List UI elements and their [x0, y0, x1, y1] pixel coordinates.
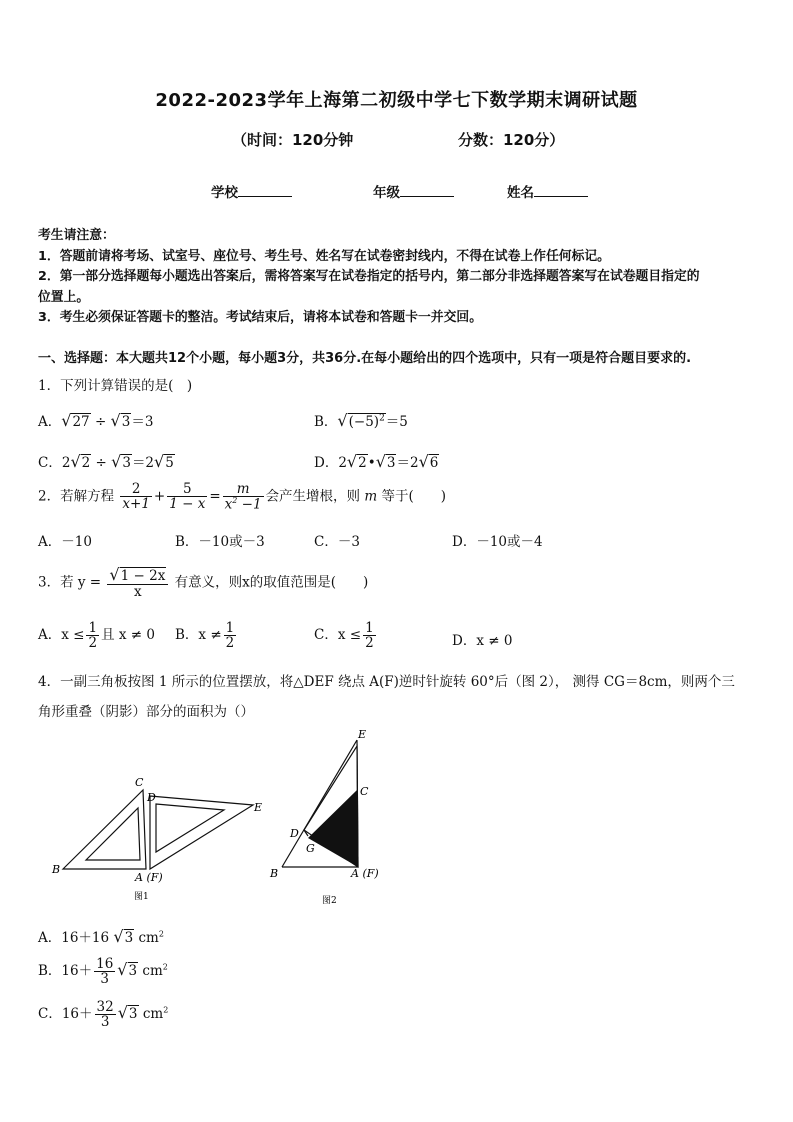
exponent: 2: [162, 962, 168, 972]
option-label: B．: [38, 963, 62, 980]
option-label: A．: [38, 930, 62, 946]
result: ＝5: [385, 414, 408, 430]
q1-option-a: A．√27 ÷ √3＝3: [38, 411, 154, 430]
name-blank: [534, 182, 588, 197]
radicand: 27: [72, 414, 90, 430]
numerator: 5: [167, 482, 207, 497]
fraction: [363, 621, 376, 650]
radicand: 1 − 2x: [120, 568, 166, 584]
school-label: 学校: [211, 185, 238, 201]
coefficient: 2: [61, 455, 71, 471]
result: ＝3: [131, 414, 154, 430]
option-label: D．: [314, 455, 339, 471]
fraction: [94, 957, 115, 986]
numerator: 2: [120, 482, 152, 497]
fig1-label-e: E: [254, 801, 263, 814]
page-title: 2022-2023学年上海第二初级中学七下数学期末调研试题: [155, 90, 638, 111]
option-label: C．: [38, 455, 62, 471]
fig1-label-a: A (F): [135, 871, 163, 884]
denominator: [223, 497, 264, 512]
exponent: 2: [158, 929, 164, 939]
option-label: B．: [175, 627, 199, 644]
fig2-label-a: A (F): [351, 867, 379, 880]
denominator-rest: −1: [237, 496, 262, 513]
operator: ÷: [95, 455, 107, 471]
operator: =: [209, 488, 221, 505]
option-label: A．: [38, 627, 62, 644]
unit: cm: [142, 963, 163, 980]
inequality: x ≠: [198, 627, 222, 644]
condition: 且 x ≠ 0: [101, 627, 155, 644]
fig1-label-b: B: [52, 863, 61, 876]
fig2-label-d: D: [290, 827, 299, 840]
denominator: 2: [88, 635, 98, 652]
q3-option-b: [175, 621, 238, 650]
option-label: C．: [314, 627, 338, 644]
exponent: 2: [232, 496, 238, 506]
option-label: B．: [314, 414, 338, 430]
q2-option-b: B．－10或－3: [175, 534, 265, 550]
expression: 16＋: [61, 963, 93, 980]
condition: x ≠ 0: [476, 633, 513, 649]
fraction: [107, 567, 168, 599]
figure-2: [264, 726, 394, 908]
q3-option-c: [314, 621, 378, 650]
notes-heading: 考生请注意：: [38, 228, 115, 243]
q2-option-d: D．－10或－4: [452, 534, 543, 550]
grade-field: [373, 181, 454, 201]
q3-option-a: [38, 621, 155, 650]
denominator: 3: [100, 1014, 110, 1031]
radicand: 3: [121, 414, 131, 430]
denominator: 2: [365, 635, 374, 652]
q2-option-a: A．－10: [38, 534, 92, 550]
q4-option-c: C．16＋ $\frac{32}{3}$ √3 $cm^2$: [38, 999, 169, 1031]
fig1-label-c: C: [135, 776, 144, 789]
numerator: 1: [365, 620, 374, 636]
expression: 16＋: [61, 1006, 93, 1023]
radicand: 2: [81, 455, 91, 471]
denominator: 3: [100, 971, 109, 988]
fig1-label-d: D: [147, 791, 156, 804]
coefficient: 2: [338, 455, 347, 471]
note-item: 3．考生必须保证答题卡的整洁。考试结束后，请将本试卷和答题卡一并交回。: [38, 310, 482, 325]
q2-suffix: 会产生增根，则: [265, 488, 361, 505]
option-label: D．: [452, 633, 477, 649]
result: ＝2: [131, 455, 155, 471]
q3-suffix: 有意义，则x的取值范围是( ): [174, 574, 369, 591]
fig2-label-g: G: [306, 842, 315, 855]
result: ＝2: [396, 455, 419, 471]
grade-label: 年级: [373, 185, 400, 201]
fig1-caption: 图1: [134, 892, 149, 902]
fraction: [86, 621, 99, 650]
q2-stem: [38, 482, 446, 512]
fraction: [95, 1000, 116, 1029]
operator: •: [367, 455, 376, 471]
fraction: [223, 482, 264, 512]
exponent: 2: [163, 1005, 169, 1015]
denominator: x+1: [122, 496, 150, 513]
q1-stem: 1．下列计算错误的是( ): [38, 378, 193, 394]
note-item: 位置上。: [38, 289, 90, 305]
q3-option-d: [452, 629, 512, 649]
fig2-shaded-overlap: [308, 790, 358, 867]
figure-1: [40, 772, 280, 906]
exponent: 2: [379, 413, 385, 424]
inequality: x ≤: [61, 627, 85, 644]
numerator: m: [223, 482, 264, 497]
q2-prefix: 2．若解方程: [38, 488, 115, 505]
radicand: 5: [165, 455, 174, 471]
score-label: 分数：120分）: [458, 131, 565, 149]
fig2-label-b: B: [270, 867, 279, 880]
numerator: √1 − 2x: [107, 567, 168, 585]
radicand: 6: [429, 455, 439, 471]
option-label: A．: [38, 414, 62, 430]
q4-option-a: A．16＋16 √3 $cm^2$: [38, 927, 164, 946]
fig1-outer-triangle: [63, 790, 146, 869]
time-label: （时间：120分钟: [232, 131, 354, 149]
option-label: C．: [38, 1006, 62, 1023]
note-item: 2．第一部分选择题每小题选出答案后，需将答案写在试卷指定的括号内，第二部分非选择题答案写在试卷题目指定的: [38, 269, 700, 284]
q1-option-c: C．2√2 ÷ √3＝2√5: [38, 452, 174, 471]
q4-stem-line1: 4．一副三角板按图 1 所示的位置摆放，将△DEF 绕点 A(F)逆时针旋转 60°后（图 2）， 测得 CG＝8cm，则两个三: [38, 674, 735, 690]
fig2-label-c: C: [360, 785, 369, 798]
fig2-caption: 图2: [322, 896, 337, 906]
q1-option-b: B．$√(-5)^2=5$: [314, 411, 408, 430]
candidate-notes: [38, 226, 760, 329]
name-label: 姓名: [507, 185, 534, 201]
q3-stem: [38, 567, 368, 599]
operator: ÷: [94, 414, 107, 430]
inequality: x ≤: [337, 627, 362, 644]
numerator: 1: [88, 620, 98, 636]
q2-suffix: 等于( ): [381, 488, 447, 505]
numerator: 1: [225, 620, 235, 636]
q2-option-c: C．－3: [314, 534, 360, 550]
radicand: 3: [386, 455, 396, 471]
expression: 16＋16: [61, 930, 110, 946]
numerator: 16: [96, 956, 114, 972]
note-item: 1．答题前请将考场、试室号、座位号、考生号、姓名写在试卷密封线内，不得在试卷上作任何标记。: [38, 248, 610, 264]
operator: +: [153, 488, 166, 505]
grade-blank: [400, 182, 454, 197]
radicand: 3: [124, 930, 134, 946]
school-field: [211, 181, 292, 201]
radicand: 3: [128, 1006, 138, 1023]
denominator: 2: [225, 635, 235, 652]
radicand: 3: [122, 455, 131, 471]
q1-option-d: D．2√2•√3＝2√6: [314, 452, 439, 471]
q3-prefix: 3．若 y =: [38, 574, 102, 591]
variable: m: [364, 488, 378, 505]
numerator: 32: [96, 999, 114, 1015]
radicand: 2: [358, 455, 367, 471]
fig2-label-e: E: [358, 728, 367, 741]
fraction: [120, 482, 152, 511]
unit: cm: [142, 1006, 164, 1023]
name-field: [507, 181, 588, 201]
section-heading: 一、选择题：本大题共12个小题，每小题3分，共36分.在每小题给出的四个选项中，只有一项是符合题目要求的.: [38, 351, 692, 366]
radicand: [348, 413, 386, 430]
fraction: [224, 621, 237, 650]
denominator: x: [134, 583, 142, 600]
radicand-base: (−5): [348, 414, 380, 430]
denominator: 1 − x: [169, 496, 206, 513]
denominator-base: x: [224, 496, 233, 513]
radicand: 3: [128, 963, 138, 980]
fig1-right-triangle: [150, 796, 253, 869]
q4-stem-line2: 角形重叠（阴影）部分的面积为（）: [38, 704, 254, 720]
school-blank: [238, 182, 292, 197]
q4-option-b: B．16＋ $\frac{16}{3}$ √3 $cm^2$: [38, 956, 168, 988]
fraction: [167, 482, 207, 511]
unit: cm: [138, 930, 159, 946]
